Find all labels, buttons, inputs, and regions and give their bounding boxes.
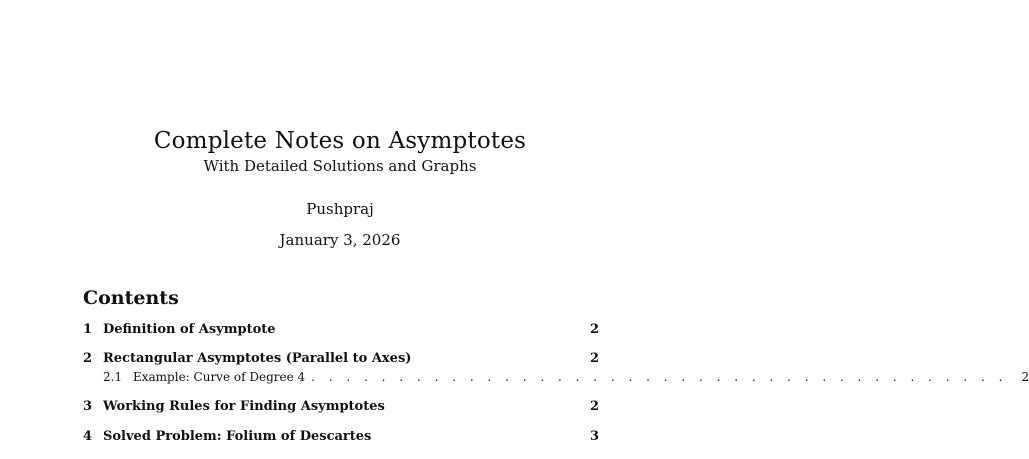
toc-leader-dots: . . . . . . . . . . . . . . . . . . . . . . . . . . . . . . . . . . . . . . . . [311, 370, 1008, 384]
toc-entry-number: 4 [83, 429, 93, 444]
toc-entry-number: 3 [83, 399, 93, 414]
toc-subentry-label: Example: Curve of Degree 4 [133, 370, 306, 384]
toc-entry-3[interactable] [83, 399, 599, 414]
toc-entry-page: 2 [589, 399, 599, 414]
toc-entry-label: Definition of Asymptote [103, 322, 276, 337]
toc-subentry-page: 2 [1021, 370, 1029, 384]
toc-entry-1[interactable] [83, 322, 599, 337]
toc-entry-4[interactable] [83, 429, 599, 444]
toc-entry-label: Working Rules for Finding Asymptotes [103, 399, 385, 414]
toc-subentry-2-1[interactable] [103, 370, 1029, 384]
document-title: Complete Notes on Asymptotes [153, 128, 527, 154]
document-author: Pushpraj [306, 200, 374, 218]
toc-subentry-number: 2.1 [103, 370, 123, 384]
toc-entry-number: 2 [83, 351, 93, 366]
toc-entry-page: 2 [589, 322, 599, 337]
toc-entry-page: 2 [589, 351, 599, 366]
toc-entry-label: Rectangular Asymptotes (Parallel to Axes) [103, 351, 412, 366]
toc-entry-page: 3 [589, 429, 599, 444]
document-subtitle: With Detailed Solutions and Graphs [203, 157, 477, 175]
document-date: January 3, 2026 [279, 231, 401, 249]
toc-entry-2[interactable] [83, 351, 599, 366]
contents-heading: Contents [83, 287, 179, 309]
toc-entry-label: Solved Problem: Folium of Descartes [103, 429, 372, 444]
toc-entry-number: 1 [83, 322, 93, 337]
